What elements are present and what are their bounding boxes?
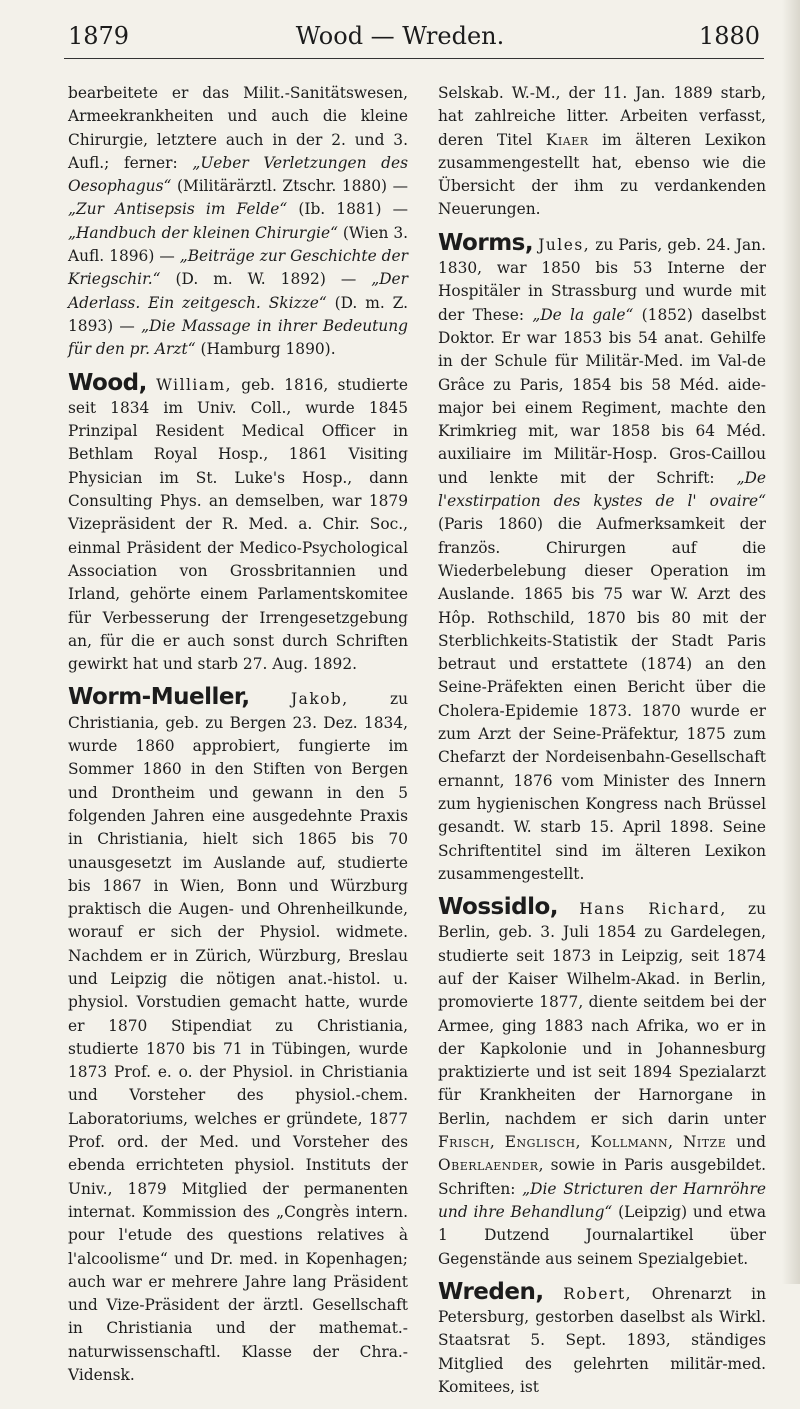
entry-continuation: bearbeitete er das Milit.-Sanitätswesen, Armeekrankheiten und auch die kleine Chirurgie, letztere auch in der 2. und 3. Aufl.; ferner: „Ueber Verletzungen des Oesophagus“ (Militärärztl. Ztschr. 1880) — „Zur Antisepsis im Felde“ (Ib. 1881) — „Handbuch der kleinen Chirurgie“ (Wien 3. Aufl. 1896) — „Beiträge zur Geschichte der Kriegschir.“ (D. m. W. 1892) — „Der Aderlass. Ein zeitgesch. Skizze“ (D. m. Z. 1893) — „Die Massage in ihrer Bedeutung für den pr. Arzt“ (Hamburg 1890). xyxy=(68,84,409,359)
entry-wood: Wood, William, geb. 1816, studierte seit 1834 im Univ. Coll., wurde 1845 Prinzipal Resident Medical Officer in Bethlam Royal Hosp., 1861 Visiting Physician im St. Luke's Hosp., dann Consulting Phys. an demselben, war 1879 Vizepräsident der R. Med. a. Chir. Soc., einmal Präsident der Medico-Psychological Association von Grossbritannien und Irland, gehörte einem Parlamentskomitee für Verbesserung der Irrengesetzgebung an, für die er auch sonst durch Schriften gewirkt hat und starb 27. Aug. 1892. xyxy=(68,369,408,674)
entry-continuation: Selskab. W.-M., der 11. Jan. 1889 starb, hat zahlreiche litter. Arbeiten verfasst, deren Titel Kiaer im älteren Lexikon zusammengestellt hat, ebenso wie die Übersicht der ihm zu verdankenden Neuerungen. xyxy=(438,84,766,219)
left-column xyxy=(68,82,408,1397)
entry-first-name: Hans Richard, xyxy=(579,900,727,919)
page-edge-shadow xyxy=(782,0,800,1284)
column-number-right: 1880 xyxy=(698,22,760,50)
running-title: Wood — Wreden. xyxy=(295,22,505,50)
entry-first-name: Robert, xyxy=(563,1284,633,1303)
entry-first-name: William, xyxy=(156,375,232,394)
entry-worm-mueller: Worm-Mueller, Jakob, zu Christiania, geb. zu Bergen 23. Dez. 1834, wurde 1860 approbiert, fungierte im Sommer 1860 in den Stiften von Bergen und Drontheim und gewann in den 5 folgenden Jahren eine ausgedehnte Praxis in Christiania, hielt sich 1865 bis 70 unausgesetzt im Auslande auf, studierte bis 1867 in Wien, Bonn und Würzburg praktisch die Augen- und Ohrenheilkunde, worauf er sich der Physiol. widmete. Nachdem er in Zürich, Würzburg, Breslau und Leipzig die nötigen anat.-histol. u. physiol. Vorstudien gemacht hatte, wurde er 1870 Stipendiat zu Christiania, studierte 1870 bis 71 in Tübingen, wurde 1873 Prof. e. o. der Physiol. in Christiania und Vorsteher des physiol.-chem. Laboratoriums, welches er gründete, 1877 Prof. ord. der Med. und Vorsteher des ebenda errichteten physiol. Instituts der Univ., 1879 Mitglied der permanenten internat. Kommission des „Congrès intern. pour l'etude des questions relatives à l'alcoolisme“ und Dr. med. in Kopenhagen; auch war er mehrere Jahre lang Präsident und Vize-Präsident der ärztl. Gesellschaft in Christiania und der mathemat.-naturwissenschaftl. Klasse der Chra.-Vidensk. xyxy=(68,684,408,1385)
entry-headword: Wood, xyxy=(68,369,147,396)
entry-wreden: Wreden, Robert, Ohrenarzt in Petersburg, gestorben daselbst als Wirkl. Staatsrat 5. Sept. 1893, ständiges Mitglied des gelehrten militär-med. Komitees, ist xyxy=(438,1278,766,1397)
entry-headword: Worms, xyxy=(438,229,534,256)
entry-headword: Wreden, xyxy=(438,1278,544,1305)
entry-worms: Worms, Jules, zu Paris, geb. 24. Jan. 1830, war 1850 bis 53 Interne der Hospitäler in Strassburg und wurde mit der These: „De la gale“ (1852) daselbst Doktor. Er war 1853 bis 54 anat. Gehilfe in der Schule für Militär-Med. im Val-de Grâce zu Paris, 1854 bis 58 Méd. aide-major bei einem Regiment, machte den Krimkrieg mit, war 1858 bis 64 Méd. auxiliaire im Militär-Hosp. Gros-Caillou und lenkte mit der Schrift: „De l'exstirpation des kystes de l' ovaire“ (Paris 1860) die Aufmerksamkeit der französ. Chirurgen auf die Wiederbelebung dieser Operation im Auslande. 1865 bis 75 war W. Arzt des Hôp. Rothschild, 1870 bis 80 mit der Sterblichkeits-Statistik der Stadt Paris betraut und erstattete (1874) an den Seine-Präfekten einen Bericht über die Cholera-Epidemie 1873. 1870 wurde er zum Arzt der Seine-Präfektur, 1875 zum Chefarzt der Nordeisenbahn-Gesellschaft ernannt, 1876 vom Minister des Innern zum hygienischen Kongress nach Brüssel gesandt. W. starb 15. April 1898. Seine Schriftentitel sind im älteren Lexikon zusammengestellt. xyxy=(438,229,766,883)
page-header xyxy=(0,0,800,80)
header-rule xyxy=(64,58,764,59)
right-column xyxy=(438,82,766,1409)
entry-headword: Wossidlo, xyxy=(438,894,559,921)
entry-wossidlo: Wossidlo, Hans Richard, zu Berlin, geb. 3. Juli 1854 zu Gardelegen, studierte seit 1873 in Leipzig, seit 1874 auf der Kaiser Wilhelm-Akad. in Berlin, promovierte 1877, diente seitdem bei der Armee, ging 1883 nach Afrika, wo er in der Kapkolonie und in Johannesburg praktizierte und ist seit 1894 Spezialarzt für Krankheiten der Harnorgane in Berlin, nachdem er sich darin unter Frisch, Englisch, Kollmann, Nitze und Oberlaender, sowie in Paris ausgebildet. Schriften: „Die Stricturen der Harnröhre und ihre Behandlung“ (Leipzig) und etwa 1 Dutzend Journalartikel über Gegenstände aus seinem Spezialgebiet. xyxy=(438,894,767,1268)
entry-first-name: Jules, xyxy=(538,235,591,254)
column-number-left: 1879 xyxy=(68,22,130,50)
entry-first-name: Jakob, xyxy=(290,690,349,709)
entry-headword: Worm-Mueller, xyxy=(68,684,250,711)
